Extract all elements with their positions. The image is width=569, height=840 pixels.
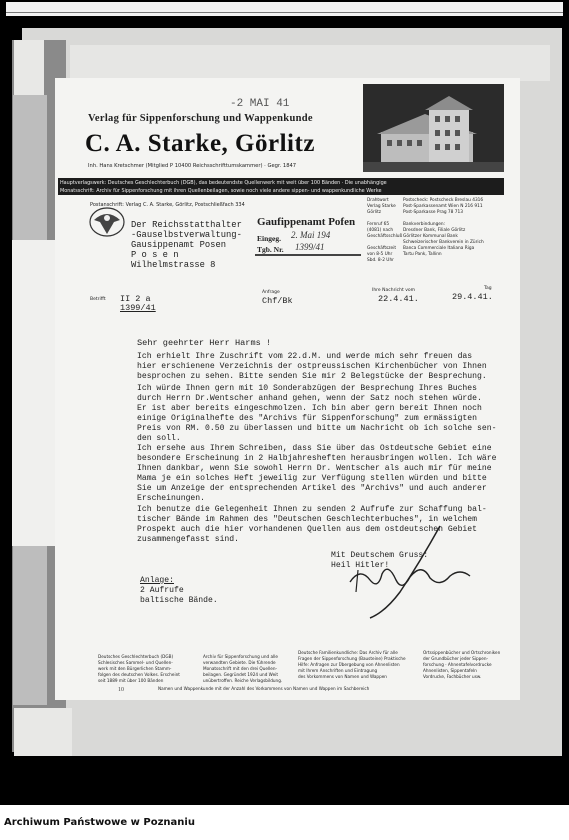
banner-line-1: Hauptverlagswerk: Deutsches Geschlechterbuch (DGB), das bedeutendste Quellenwerk mit weit über 100 Bänden · Die unabhängige xyxy=(60,180,387,186)
paragraph-line: Er ist aber bereits eingeschmolzen. Ich bin aber gern bereit Ihnen noch xyxy=(137,404,482,413)
footer-col-3: Deutsche Familienkundliche: Das Archiv für alle Fragen der Sippenforschung (Bausteine) Praktische Hilfe: Anfragen zur Übergebung von Ahnenlisten mit Ihrem Anschriften und Eintragung des Vorkommens von Namen und Wappen xyxy=(298,650,406,679)
paragraph-line: tischer Bände im Rahmen des "Deutschen Geschlechterbuches", in welchem xyxy=(137,515,477,524)
office-stamp-eingeg-value: 2. Mai 194 xyxy=(291,230,331,240)
betrifft-label: Betrifft xyxy=(90,297,106,302)
paragraph-line: Mama je ein solches Heft jeweilig zur Verfügung stellen würden und bitte xyxy=(137,474,487,483)
archive-caption: Archiwum Państwowe w Poznaniu xyxy=(4,817,195,828)
office-stamp-title: Gaufippenamt Pofen xyxy=(257,216,356,228)
banner-line-2: Monatsschrift: Archiv für Sippenforschung mit ihren Quellenbeilagen, sowie noch viele andere sippen- und wappenkundliche Werke xyxy=(60,188,382,194)
paragraph-line: besondere Erscheinung in 2 Halbjahresheften herausbringen wollen. Ich wäre xyxy=(137,454,497,463)
paragraph-line: den soll. xyxy=(137,434,181,443)
closing-greeting: Mit Deutschem Gruss: xyxy=(331,551,429,560)
paragraph-line: Ich benutze die Gelegenheit Ihnen zu senden 2 Aufrufe zur Schaffung bal- xyxy=(137,505,487,514)
anfrage-value: Chf/Bk xyxy=(262,296,293,306)
signature xyxy=(330,522,480,622)
tag-value: 29.4.41. xyxy=(452,292,493,302)
office-stamp-tgb-label: Tgb. Nr. xyxy=(257,245,284,254)
enclosure-item-2: baltische Bände. xyxy=(140,596,218,605)
paragraph-line: Preis von RM. 0.50 zu überlassen und bitte um Nachricht ob ich solche sen- xyxy=(137,424,497,433)
nachricht-value: 22.4.41. xyxy=(378,294,419,304)
enclosure-label: Anlage: xyxy=(140,576,174,585)
enclosure-item-1: 2 Aufrufe xyxy=(140,586,184,595)
owner-line: Inh. Hans Kretschmer (Mitglied P 10400 Reichsschrifttumskammer) · Gegr. 1847 xyxy=(88,163,297,169)
recipient-line-5: Wilhelmstrasse 8 xyxy=(131,260,216,270)
paragraph-line: hier erschienene Verzeichnis der ostpreussischen Kirchenbücher von Ihnen xyxy=(137,362,487,371)
footer-bottom-line: Namen und Wappenkunde mit der Anzahl des Vorkommens von Namen und Wappen im Sachbereich xyxy=(158,686,370,691)
company-name: C. A. Starke, Görlitz xyxy=(85,130,315,157)
folder-tab-bottom xyxy=(14,708,72,756)
top-rule xyxy=(6,12,563,13)
footer-col-1: Deutsches Geschlechterbuch (DGB) Schlesisches Sammel- und Quellen- werk mit den Bürgerlichen Stamm- folgen des deutschen Volkes. Erscheint seit 1889 mit über 100 Bänden xyxy=(98,654,180,683)
paragraph-line: Ich würde Ihnen gern mit 10 Sonderabzügen der Besprechung Ihres Buches xyxy=(137,384,477,393)
footer-col-4: Ortssippenbücher und Ortschroniken der Grundbücher jeder Sippen- forschung · Ahnentafelvordrucke Ahnenlisten, Sippentafeln Vordrucke, Fachbücher usw. xyxy=(423,650,501,679)
recipient-line-3: Gausippenamt Posen xyxy=(131,240,227,250)
paragraph-line: Ich ersehe aus Ihrem Schreiben, dass Sie über das Ostdeutsche Gebiet eine xyxy=(137,444,492,453)
postal-address: Postanschrift: Verlag C. A. Starke, Görlitz, Postschließfach 334 xyxy=(90,202,245,208)
office-stamp-tgb-value: 1399/41 xyxy=(295,242,325,252)
letter-footer xyxy=(58,650,504,696)
closing-salute: Heil Hitler! xyxy=(331,561,390,570)
publisher-line: Verlag für Sippenforschung und Wappenkunde xyxy=(88,113,313,124)
folder-tab-top xyxy=(14,40,44,95)
contact-details-1: Drahtwort Verlag Starke Görlitz Fernruf 65 (4081) nach Geschäftsschluß Geschäftszeit von 8-5 Uhr Sbd. 8-2 Uhr xyxy=(367,198,403,263)
building-photo xyxy=(363,84,504,172)
paragraph-line: einige Originalhefte des "Archivs für Sippenforschung" zum ermässigten xyxy=(137,414,477,423)
office-stamp-eingeg-label: Eingeg. xyxy=(257,234,281,243)
anfrage-label: Anfrage xyxy=(262,290,280,295)
small-stamp: 10 xyxy=(118,687,124,693)
betrifft-value-2: 1399/41 xyxy=(120,303,156,313)
office-stamp xyxy=(255,216,361,256)
nachricht-label: Ihre Nachricht vom xyxy=(372,288,416,293)
paragraph-line: zusammengefasst sind. xyxy=(137,535,239,544)
tag-label: Tag xyxy=(484,286,492,291)
betrifft-value-1: II 2 a xyxy=(120,294,151,304)
footer-col-2: Archiv für Sippenforschung und alle verwandten Gebiete. Die führende Monatsschrift mit den drei Quellen- beilagen. Gegründet 1924 und Weit unübertroffen. Reiche Verlagsbildung. xyxy=(203,654,283,683)
recipient-line-2: -Gauselbstverwaltung- xyxy=(131,230,242,240)
eagle-seal-icon xyxy=(88,206,126,238)
date-stamp: -2 MAI 41 xyxy=(230,98,290,110)
underlying-sheet xyxy=(70,45,550,81)
salutation: Sehr geehrter Herr Harms ! xyxy=(137,338,272,348)
building-illustration xyxy=(363,84,504,172)
paragraph-line: Ich erhielt Ihre Zuschrift vom 22.d.M. und werde mich sehr freuen das xyxy=(137,352,473,361)
paragraph-line: durch Herrn Dr.Wentscher anhand gehen, wenn der Satz noch stehen würde. xyxy=(137,394,482,403)
recipient-line-1: Der Reichsstatthalter xyxy=(131,220,242,230)
paragraph-line: Ihnen dankbar, wenn Sie sowohl Herrn Dr. Wentscher als auch mir für meine xyxy=(137,464,492,473)
contact-details-2: Postscheck: Postscheck Breslau 4316 Post-Sparkassenamt Wien N 216 911 Post-Sparkasse Prag 78 713 Bankverbindungen: Dresdner Bank, Filiale Görlitz Görlitzer Kommunal Bank Schweizerischer Bankverein in Zürich Banca Commerciale Italiana Riga Tartu Pank, Tallinn xyxy=(403,198,484,257)
recipient-line-4: P o s e n xyxy=(131,250,179,260)
top-strip xyxy=(6,2,563,16)
paragraph-line: Prospekt auch die hier vorhandenen Quellen aus dem ostdeutschen Gebiet xyxy=(137,525,477,534)
paragraph-line: Sie um Anzeige der entsprechenden Artikel des "Archivs" und auch anderer xyxy=(137,484,487,493)
paragraph-line: besprochen zu sehen. Bitte senden Sie mir 2 Belegstücke der Besprechung. xyxy=(137,372,487,381)
paragraph-line: Erscheinungen. xyxy=(137,494,205,503)
